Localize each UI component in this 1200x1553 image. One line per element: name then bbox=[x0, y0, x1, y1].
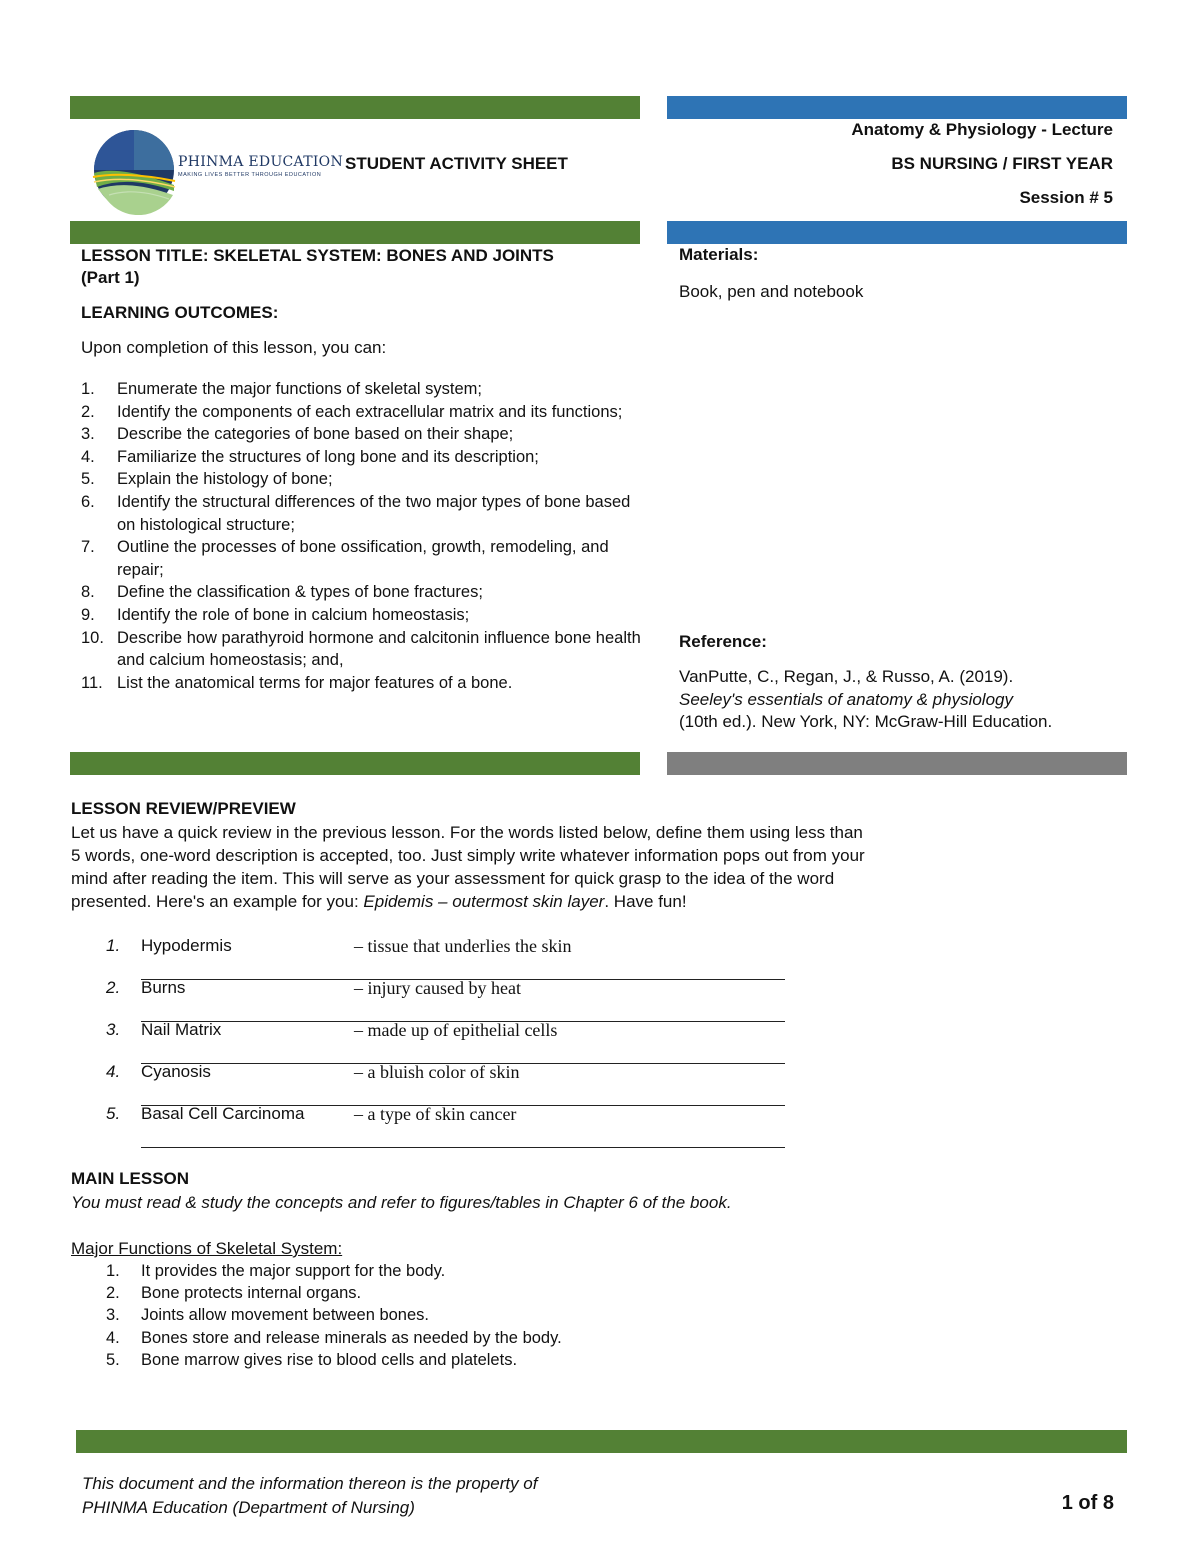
outcome-text: Outline the processes of bone ossification, growth, remodeling, and repair; bbox=[117, 538, 609, 579]
function-item bbox=[106, 1260, 562, 1282]
review-item-term: Burns bbox=[141, 978, 186, 997]
outcome-number: 2. bbox=[81, 402, 95, 421]
review-item bbox=[106, 978, 786, 1000]
function-text: It provides the major support for the body. bbox=[141, 1262, 446, 1280]
outcomes-heading: LEARNING OUTCOMES: bbox=[81, 303, 279, 322]
review-item-number: 2. bbox=[106, 978, 121, 997]
reference-line1: VanPutte, C., Regan, J., & Russo, A. (2019). bbox=[679, 667, 1014, 686]
review-item-number: 4. bbox=[106, 1062, 121, 1081]
outcome-item bbox=[81, 378, 641, 401]
outcome-number: 4. bbox=[81, 447, 95, 466]
function-item bbox=[106, 1327, 562, 1349]
outcomes-intro: Upon completion of this lesson, you can: bbox=[81, 338, 387, 357]
functions-heading: Major Functions of Skeletal System: bbox=[71, 1239, 343, 1258]
header-bar-right bbox=[667, 96, 1127, 119]
footer-line2: PHINMA Education (Department of Nursing) bbox=[82, 1498, 415, 1517]
session-number: Session # 5 bbox=[1019, 188, 1113, 207]
review-example: Epidemis – outermost skin layer bbox=[363, 892, 605, 911]
review-item-definition: – injury caused by heat bbox=[354, 978, 521, 998]
review-para-line2: 5 words, one-word description is accepted, too. Just simply write whatever information pops out from your bbox=[71, 846, 865, 865]
outcome-number: 7. bbox=[81, 538, 95, 557]
outcome-number: 11. bbox=[81, 673, 103, 692]
review-item-definition: – made up of epithelial cells bbox=[354, 1020, 558, 1040]
review-item-term: Nail Matrix bbox=[141, 1020, 222, 1039]
outcome-number: 10. bbox=[81, 628, 104, 647]
lesson-title bbox=[81, 245, 554, 289]
review-para-post: . Have fun! bbox=[604, 892, 687, 911]
sheet-title: STUDENT ACTIVITY SHEET bbox=[345, 154, 568, 173]
review-item-number: 3. bbox=[106, 1020, 121, 1039]
function-item bbox=[106, 1349, 562, 1371]
review-item-term: Basal Cell Carcinoma bbox=[141, 1104, 305, 1123]
outcome-item bbox=[81, 627, 641, 672]
function-text: Bones store and release minerals as needed by the body. bbox=[141, 1328, 562, 1347]
outcome-number: 1. bbox=[81, 380, 95, 398]
lesson-bar-right bbox=[667, 221, 1127, 244]
outcome-text: Familiarize the structures of long bone and its description; bbox=[117, 447, 539, 466]
outcome-item bbox=[81, 581, 641, 604]
program-name: BS NURSING / FIRST YEAR bbox=[891, 154, 1113, 173]
review-item-definition: – tissue that underlies the skin bbox=[354, 936, 572, 956]
outcome-text: Enumerate the major functions of skeletal system; bbox=[117, 380, 482, 398]
reference-line2: Seeley's essentials of anatomy & physiology bbox=[679, 689, 1013, 709]
footer-bar bbox=[76, 1430, 1127, 1453]
outcome-item bbox=[81, 446, 641, 469]
outcome-text: Explain the histology of bone; bbox=[117, 470, 333, 489]
review-item-term: Hypodermis bbox=[141, 936, 232, 955]
function-number: 2. bbox=[106, 1284, 120, 1303]
review-para-line1: Let us have a quick review in the previous lesson. For the words listed below, define them using less than bbox=[71, 823, 863, 842]
footer-line1: This document and the information thereon is the property of bbox=[82, 1474, 538, 1493]
main-heading: MAIN LESSON bbox=[71, 1169, 190, 1188]
outcome-item bbox=[81, 491, 641, 536]
outcome-text: Identify the structural differences of the two major types of bone based on histological structure; bbox=[117, 492, 631, 534]
review-para-line3: mind after reading the item. This will serve as your assessment for quick grasp to the idea of the word bbox=[71, 869, 835, 888]
review-item bbox=[106, 1020, 786, 1042]
function-number: 1. bbox=[106, 1262, 120, 1280]
logo-tagline: MAKING LIVES BETTER THROUGH EDUCATION bbox=[178, 172, 322, 178]
review-item-definition: – a bluish color of skin bbox=[354, 1062, 520, 1082]
review-para-line4 bbox=[71, 890, 1031, 913]
main-instruction: You must read & study the concepts and refer to figures/tables in Chapter 6 of the book. bbox=[71, 1193, 732, 1212]
outcome-text: Describe the categories of bone based on their shape; bbox=[117, 425, 514, 444]
function-number: 3. bbox=[106, 1306, 120, 1325]
outcome-number: 6. bbox=[81, 492, 95, 511]
header-bar-left bbox=[70, 96, 640, 119]
outcome-number: 8. bbox=[81, 583, 95, 602]
outcome-item bbox=[81, 423, 641, 446]
lesson-title-line2: (Part 1) bbox=[81, 268, 140, 287]
function-text: Bone protects internal organs. bbox=[141, 1284, 362, 1303]
outcome-text: List the anatomical terms for major features of a bone. bbox=[117, 673, 513, 692]
function-text: Bone marrow gives rise to blood cells and platelets. bbox=[141, 1350, 518, 1369]
function-number: 4. bbox=[106, 1328, 120, 1347]
outcome-text: Define the classification & types of bone fractures; bbox=[117, 583, 483, 602]
lesson-title-line1: LESSON TITLE: SKELETAL SYSTEM: BONES AND JOINTS bbox=[81, 246, 554, 265]
review-item bbox=[106, 1104, 786, 1126]
answer-line bbox=[141, 1147, 785, 1148]
review-item-definition: – a type of skin cancer bbox=[354, 1104, 517, 1124]
function-item bbox=[106, 1282, 562, 1304]
review-paragraph bbox=[71, 821, 1031, 913]
function-number: 5. bbox=[106, 1350, 120, 1369]
footer-text bbox=[82, 1472, 537, 1520]
outcome-number: 9. bbox=[81, 605, 95, 624]
outcome-number: 3. bbox=[81, 425, 95, 444]
review-item bbox=[106, 1062, 786, 1084]
course-name: Anatomy & Physiology - Lecture bbox=[851, 120, 1113, 139]
review-item-number: 1. bbox=[106, 936, 121, 955]
phinma-logo bbox=[89, 125, 339, 215]
section-bar-left bbox=[70, 752, 640, 775]
review-item-term: Cyanosis bbox=[141, 1062, 211, 1081]
logo-name: PHINMA EDUCATION bbox=[178, 154, 343, 170]
review-item-number: 5. bbox=[106, 1104, 121, 1123]
materials-heading: Materials: bbox=[679, 245, 759, 264]
outcomes-list bbox=[81, 378, 641, 694]
functions-list bbox=[106, 1260, 562, 1371]
function-item bbox=[106, 1304, 562, 1326]
review-item bbox=[106, 936, 786, 958]
page-number: 1 of 8 bbox=[1061, 1492, 1114, 1514]
reference-heading: Reference: bbox=[679, 632, 767, 651]
outcome-item bbox=[81, 536, 641, 581]
section-bar-right bbox=[667, 752, 1127, 775]
materials-text: Book, pen and notebook bbox=[679, 282, 864, 301]
outcome-item bbox=[81, 604, 641, 627]
outcome-text: Describe how parathyroid hormone and calcitonin influence bone health and calcium homeostasis; and, bbox=[117, 628, 641, 670]
reference-citation bbox=[679, 666, 1052, 734]
outcome-text: Identify the role of bone in calcium homeostasis; bbox=[117, 605, 470, 624]
outcome-item bbox=[81, 468, 641, 491]
outcome-text: Identify the components of each extracellular matrix and its functions; bbox=[117, 402, 623, 421]
lesson-bar-left bbox=[70, 221, 640, 244]
reference-line3: (10th ed.). New York, NY: McGraw-Hill Education. bbox=[679, 712, 1053, 731]
review-heading: LESSON REVIEW/PREVIEW bbox=[71, 799, 296, 818]
function-text: Joints allow movement between bones. bbox=[141, 1306, 429, 1325]
outcome-item bbox=[81, 401, 641, 424]
review-para-pre: presented. Here's an example for you: bbox=[71, 892, 364, 911]
outcome-item bbox=[81, 672, 641, 695]
outcome-number: 5. bbox=[81, 470, 95, 489]
